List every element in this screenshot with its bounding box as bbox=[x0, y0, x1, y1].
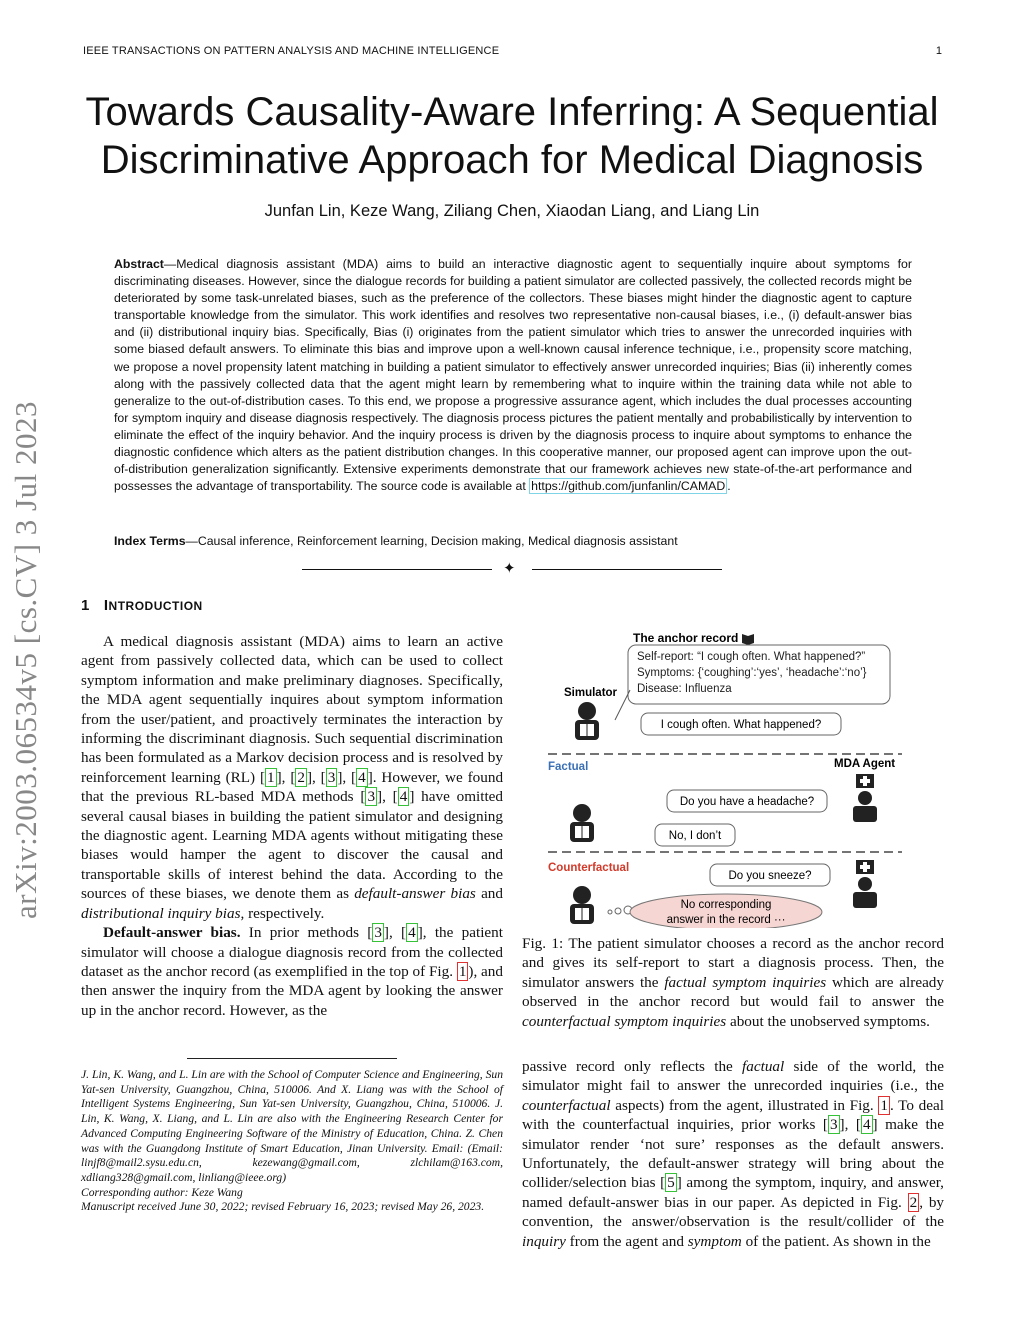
factual-label: Factual bbox=[548, 761, 589, 773]
footnote-corresponding: Corresponding author: Keze Wang bbox=[81, 1185, 243, 1199]
citation-link[interactable]: 1 bbox=[267, 768, 275, 786]
abstract-text: —Medical diagnosis assistant (MDA) aims to build an interactive diagnostic agent to sequentially inquire about symptoms for discriminating diseases. However, since the dialogue records for building a patient simulator are collected passively, the collected records might be deteriorated by some task-unrelated biases, such as the preference of the collectors. These biases might hinder the diagnostic agent to capture transportable knowledge from the simulator. This work identifies and resolves two representative non-causal biases, i.e., (i) default-answer bias and (ii) distributional inquiry bias. Specifically, Bias (i) originates from the patient simulator which tries to answer the unrecorded inquiries with some biased default answers. To eliminate this bias and improve upon a well-known causal inference technique, i.e., propensity score matching, we propose a novel propensity latent matching in building a patient simulator to effectively answer unrecorded inquiries; Bias (ii) inherently comes along with the passively collected data that the agent might learn by remembering what to inquire within the training data while not able to generalize to the out-of-distribution cases. To this end, we propose a progressive assurance agent, which includes the dual processes accounting for symptom inquiry and disease diagnosis respectively. The diagnosis process pictures the patient mentally and probabilistically by intervention to eliminate the effect of the inquiry behavior. And the inquiry process is driven by the diagnosis process to inquire about symptoms to enhance the diagnostic confidence which alters as the patient distribution changes. In this cooperative manner, our proposed agent can improve upon the out-of-distribution generalization significantly. Extensive experiments demonstrate that our framework achieves new state-of-the-art performance and possesses the advantage of transportability. The source code is available at bbox=[114, 257, 912, 494]
bubble-self-report-text: I cough often. What happened? bbox=[660, 719, 822, 731]
anchor-disease: Disease: Influenza bbox=[637, 683, 732, 695]
simulator-patient-icon bbox=[575, 702, 599, 740]
arxiv-stamp: arXiv:2003.06534v5 [cs.CV] 3 Jul 2023 bbox=[8, 401, 43, 919]
mda-agent-label: MDA Agent bbox=[834, 758, 896, 770]
intro-paragraph-1: A medical diagnosis assistant (MDA) aims to learn an active agent from passively collected data, which can be used to collect symptom information and make preliminary diagnoses. Specifically, the MDA agent sequentially inquires about symptom information from the user/patient, and proactively terminates the interaction by informing the discriminant diagnosis. Such sequential discrimination has been formulated as a Markov decision process and is resolved by reinforcement learning (RL) [ 1 ], [ 2 ], [ 3 ], [ 4 ]. However, we found that the previous RL-based MDA methods [ 3 ], [ 4 ] have omitted several causal biases in building the patient simulator and designing the diagnostic agent. Learning MDA agents without mitigating these biases would hamper the agent to discover the causal and transportable skills of interest behind the data. According to the sources of these biases, we denote them as default-answer bias and distributional inquiry bias, respectively. bbox=[81, 633, 504, 922]
citation-link[interactable]: 4 bbox=[399, 788, 408, 806]
page-number: 1 bbox=[935, 45, 942, 57]
abstract-end: . bbox=[727, 479, 731, 494]
separator-diamond-icon: ✦ bbox=[503, 561, 516, 577]
author-footnote bbox=[81, 1068, 503, 1215]
index-terms bbox=[114, 534, 678, 548]
intro-paragraph-2: Default-answer bias. In prior methods [ 3 ], [ 4 ], the patient simulator will choose a dialogue diagnosis record from the collected dataset as the anchor record (as exemplified in the top of Fig. 1 ), and then answer the inquiry from the MDA agent by looking the answer up in the anchor record. However, as the bbox=[81, 924, 503, 1019]
intro-right-column: passive record only reflects the factual side of the world, the simulator might fail to answer the unrecorded inquiries (i.e., the counterfactual aspects) from the agent, illustrated in Fig. 1 . To deal with the counterfactual inquiries, prior works [ 3 ], [ 4 ] make the simulator render ‘not sure’ responses as the default answers. Unfortunately, the default-answer strategy will bring about the collider/selection bias [ 5 ] among the symptom, inquiry, and answer, named default-answer bias in our paper. As depicted in Fig. 2 , by convention, the answer/observation is the result/collider of the inquiry from the agent and symptom of the patient. As shown in the bbox=[522, 1058, 945, 1250]
simulator-label: Simulator bbox=[564, 687, 618, 699]
abstract bbox=[114, 256, 912, 495]
citation-link[interactable]: 4 bbox=[862, 1116, 871, 1134]
citation-link[interactable]: 3 bbox=[374, 924, 382, 942]
citation-link[interactable]: 2 bbox=[297, 768, 305, 786]
figure-1-diagram bbox=[540, 628, 910, 928]
index-terms-label: Index Terms bbox=[114, 534, 186, 548]
citation-link[interactable]: 3 bbox=[327, 768, 336, 786]
title-line-2: Discriminative Approach for Medical Diagnosis bbox=[100, 138, 924, 182]
bubble-inquiry-headache-text: Do you have a headache? bbox=[679, 796, 815, 808]
figure-link[interactable]: 1 bbox=[458, 962, 467, 980]
citation-link[interactable]: 4 bbox=[358, 768, 366, 786]
figure-link[interactable]: 2 bbox=[909, 1193, 918, 1211]
citation-link[interactable]: 4 bbox=[408, 924, 416, 942]
source-code-link[interactable]: https://github.com/junfanlin/CAMAD bbox=[531, 479, 726, 494]
citation-link[interactable]: 5 bbox=[667, 1174, 675, 1192]
bubble-inquiry-sneeze-text: Do you sneeze? bbox=[728, 870, 812, 882]
title-line-1: Towards Causality-Aware Inferring: A Sequential bbox=[85, 90, 939, 134]
footnote-manuscript: Manuscript received June 30, 2022; revised February 16, 2023; revised May 26, 2023. bbox=[81, 1200, 485, 1214]
separator-right bbox=[532, 569, 722, 570]
section-first-letter: I bbox=[103, 597, 109, 614]
figure-link[interactable]: 1 bbox=[880, 1096, 888, 1114]
abstract-label: Abstract bbox=[114, 257, 164, 271]
anchor-symptoms: Symptoms: {‘coughing’:‘yes’, ‘headache’:‘no’} bbox=[637, 667, 867, 679]
intro-left-column bbox=[81, 632, 503, 1020]
separator-left bbox=[302, 569, 492, 570]
doctor-agent-icon bbox=[853, 774, 877, 822]
running-header: IEEE TRANSACTIONS ON PATTERN ANALYSIS AND MACHINE INTELLIGENCE bbox=[83, 45, 500, 57]
patient-icon bbox=[570, 886, 594, 924]
patient-icon bbox=[570, 804, 594, 842]
thought-line-1: No corresponding bbox=[680, 899, 772, 911]
section-title-rest: NTRODUCTION bbox=[108, 599, 203, 613]
footnote-affiliations: J. Lin, K. Wang, and L. Lin are with the School of Computer Science and Engineering, Sun Yat-sen University, Guangzhou, China, 510006. And X. Liang was with the School of Intelligent Systems Engineering, Sun Yat-sen University, Guangzhou, China, 510006. J. Lin, K. Wang, X. Liang, and L. Lin are also with the Engineering Research Center for Advanced Computing Engineering Software of the Ministry of Education, China. Z. Chen was with the Guangdong Institute of Smart Education, Jinan University. Email: (Email: linjf8@mail2.sysu.edu.cn, kezewang@gmail.com, zlchilam@163.com, xdliang328@gmail.com, linliang@ieee.org) bbox=[81, 1068, 503, 1184]
counterfactual-label: Counterfactual bbox=[548, 862, 630, 874]
thought-line-2: answer in the record ··· bbox=[666, 914, 786, 926]
book-icon bbox=[742, 634, 754, 645]
section-number: 1 bbox=[81, 597, 90, 614]
anchor-record-title: The anchor record bbox=[633, 631, 739, 645]
section-heading bbox=[81, 597, 203, 614]
author-list: Junfan Lin, Keze Wang, Ziliang Chen, Xiaodan Liang, and Liang Lin bbox=[264, 202, 760, 220]
index-terms-text: —Causal inference, Reinforcement learning, Decision making, Medical diagnosis assistant bbox=[185, 534, 678, 548]
figure-1-caption: Fig. 1: The patient simulator chooses a record as the anchor record and gives its self-report to start a diagnosis process. Then, the simulator answers the factual symptom inquiries which are already observed in the anchor record but would fail to answer the counterfactual symptom inquiries about the unobserved symptoms. bbox=[522, 935, 944, 1030]
bubble-answer-no-text: No, I don’t bbox=[668, 830, 722, 842]
footnote-rule bbox=[187, 1058, 397, 1059]
citation-link[interactable]: 3 bbox=[367, 788, 376, 806]
anchor-self-report: Self-report: “I cough often. What happened?” bbox=[637, 651, 866, 663]
citation-link[interactable]: 3 bbox=[829, 1116, 838, 1134]
paper-title bbox=[60, 88, 964, 184]
doctor-agent-icon bbox=[853, 860, 877, 908]
